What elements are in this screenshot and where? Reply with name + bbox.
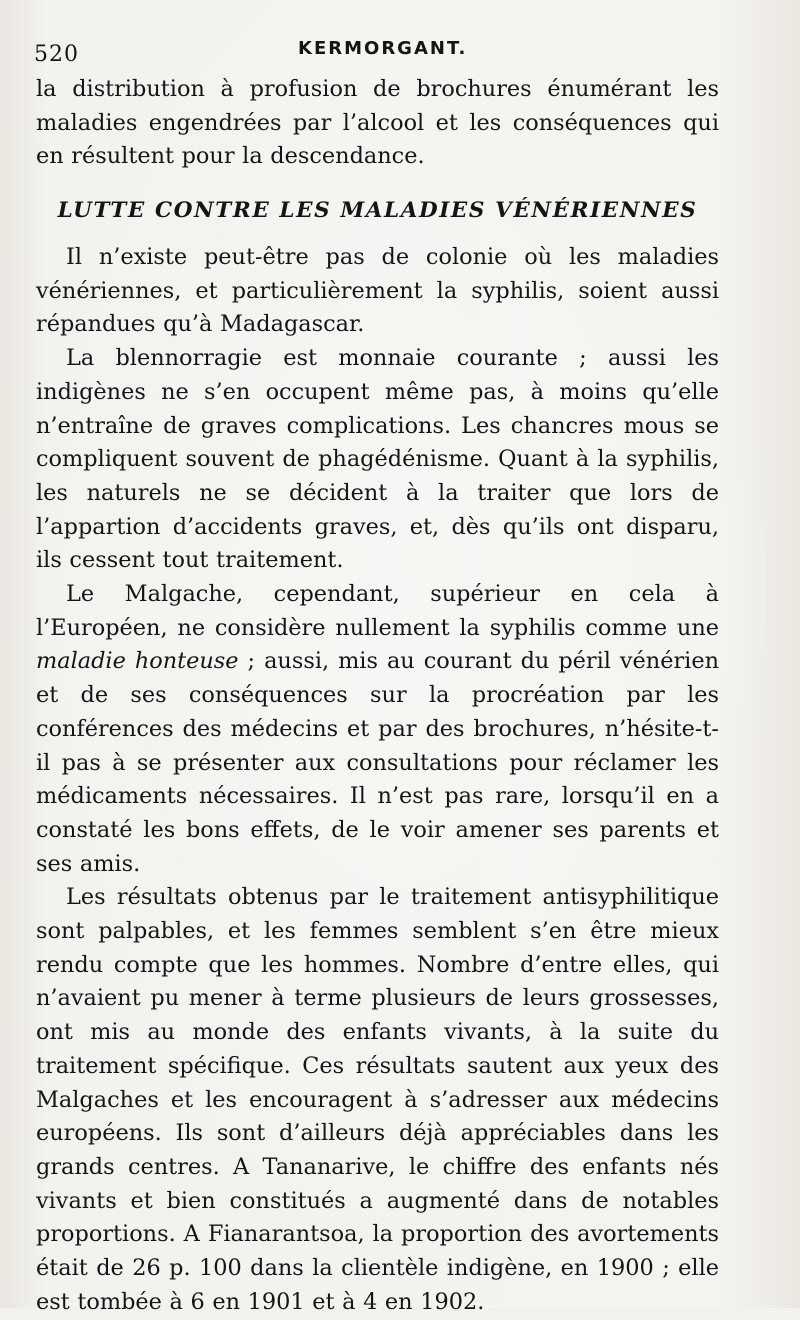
paragraph-3-text-after: ; aussi, mis au courant du péril vénérien et de ses conséquences sur la procréation par les conférences des médecins et par des brochures, n’hésite-t-il pas à se présenter aux consultations pour réclamer les médicaments nécessaires. Il n’est pas rare, lorsqu’il en a constaté les bons effets, de le voir amener ses parents et ses amis. <box>36 648 720 877</box>
paragraph-1: Il n’existe peut-être pas de colonie où les maladies vénériennes, et particulièrement la syphilis, soient aussi répandues qu’à Madagascar. <box>36 244 719 338</box>
page-number: 520 <box>34 42 79 67</box>
section-body <box>36 241 719 1320</box>
paragraph-4: Les résultats obtenus par le traitement antisyphilitique sont palpables, et les femmes semblent s’en être mieux rendu compte que les hommes. Nombre d’entre elles, qui n’avaient pu mener à terme plusieurs de leurs grossesses, ont mis au monde des enfants vivants, à la suite du traitement spécifique. Ces résultats sautent aux yeux des Malgaches et les encouragent à s’adresser aux médecins européens. Ils sont d’ailleurs déjà appréciables dans les grands centres. A Tananarive, le chiffre des enfants nés vivants et bien constitués a augmenté dans de notables proportions. A Fianarantsoa, la proportion des avortements était de 26 p. 100 dans la clientèle indigène, en 1900 ; elle est tombée à 6 en 1901 et à 4 en 1902. <box>36 884 719 1315</box>
running-head: KERMORGANT. <box>298 38 468 59</box>
paragraph-3-text-before: Le Malgache, cependant, supérieur en cela à l’Européen, ne considère nullement la syphilis comme une <box>36 581 719 641</box>
paragraph-2: La blennorragie est monnaie courante ; aussi les indigènes ne s’en occupent même pas, à moins qu’elle n’entraîne de graves complications. Les chancres mous se compliquent souvent de phagédénisme. Quant à la syphilis, les naturels ne se décident à la traiter que lors de l’appartion d’accidents graves, et, dès qu’ils ont disparu, ils cessent tout traitement. <box>36 345 719 574</box>
section-heading: LUTTE CONTRE LES MALADIES VÉNÉRIENNES <box>57 198 698 223</box>
page-header <box>34 28 760 67</box>
continuation-paragraph-block <box>36 73 719 174</box>
continuation-paragraph: la distribution à profusion de brochures énumérant les maladies engendrées par l’alcool et les conséquences qui en résultent pour la descendance. <box>36 76 719 170</box>
paragraph-3 <box>36 578 719 881</box>
paragraph-3-italic-phrase: maladie honteuse <box>36 648 239 675</box>
